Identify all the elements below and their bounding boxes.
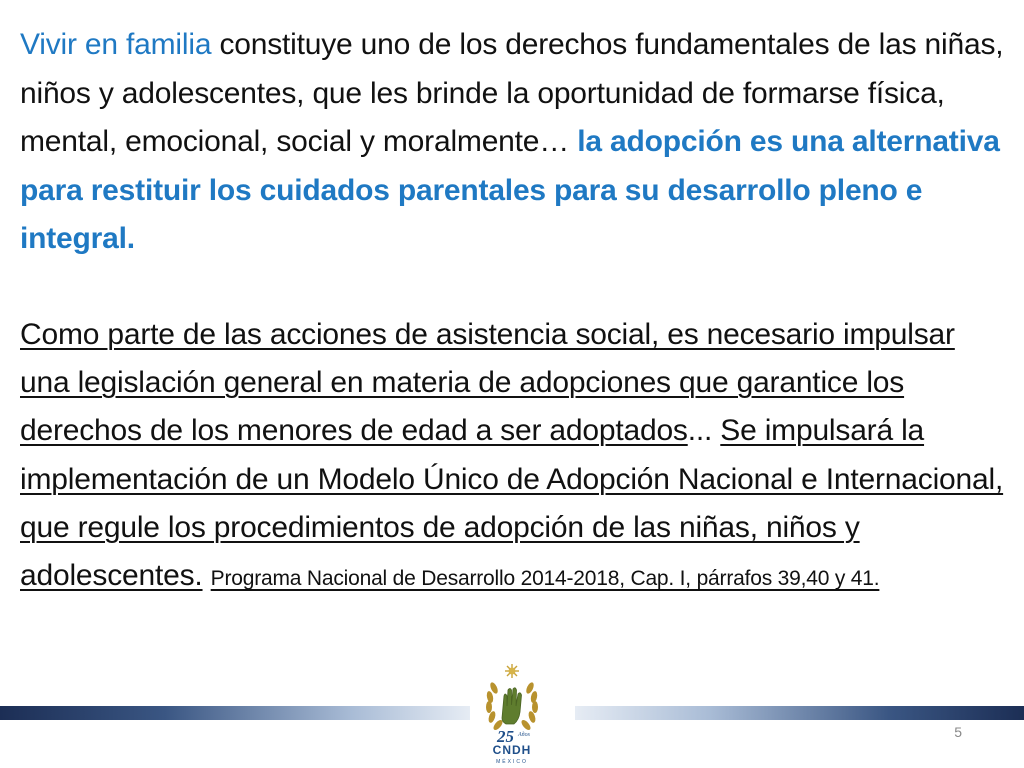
underlined-text-modelo-unico: Se impulsará la implementación de un Modelo Único de Adopción Nacional e Internacional, que regule los procedimientos de adopción de las niñas, niños y adolescentes. xyxy=(20,414,1004,593)
anniversary-number: 25 xyxy=(497,727,514,746)
ellipsis-text: ... xyxy=(687,414,721,448)
anniversary-word: Años xyxy=(518,732,530,738)
paragraph1-body: constituye uno de los derechos fundamentales de las niñas, niños y adolescentes, que les brinde la oportunidad de formarse física, mental, emocional, social y moralmente… xyxy=(20,28,1004,158)
logo-country: MÉXICO xyxy=(496,759,528,765)
page-number: 5 xyxy=(954,724,962,740)
highlight-vivir-en-familia: Vivir en familia xyxy=(20,28,212,61)
raised-hand-icon xyxy=(502,688,522,724)
paragraph-family-rights xyxy=(20,21,1010,264)
source-citation: Programa Nacional de Desarrollo 2014-2018, Cap. I, párrafos 39,40 y 41. xyxy=(210,567,880,591)
footer-band-left xyxy=(0,706,470,720)
cndh-logo xyxy=(474,662,550,766)
sun-icon xyxy=(505,664,519,678)
cndh-acronym: CNDH xyxy=(492,743,532,757)
underlined-text-legislation: Como parte de las acciones de asistencia social, es necesario impulsar una legislación general en materia de adopciones que garantice los derechos de los menores de edad a ser adoptados xyxy=(20,318,955,448)
footer-band-right xyxy=(575,706,1024,720)
highlight-adopcion: la adopción es una alternativa para restituir los cuidados parentales para su desarrollo pleno e integral. xyxy=(20,125,1000,255)
paragraph-social-assistance xyxy=(20,311,1010,603)
